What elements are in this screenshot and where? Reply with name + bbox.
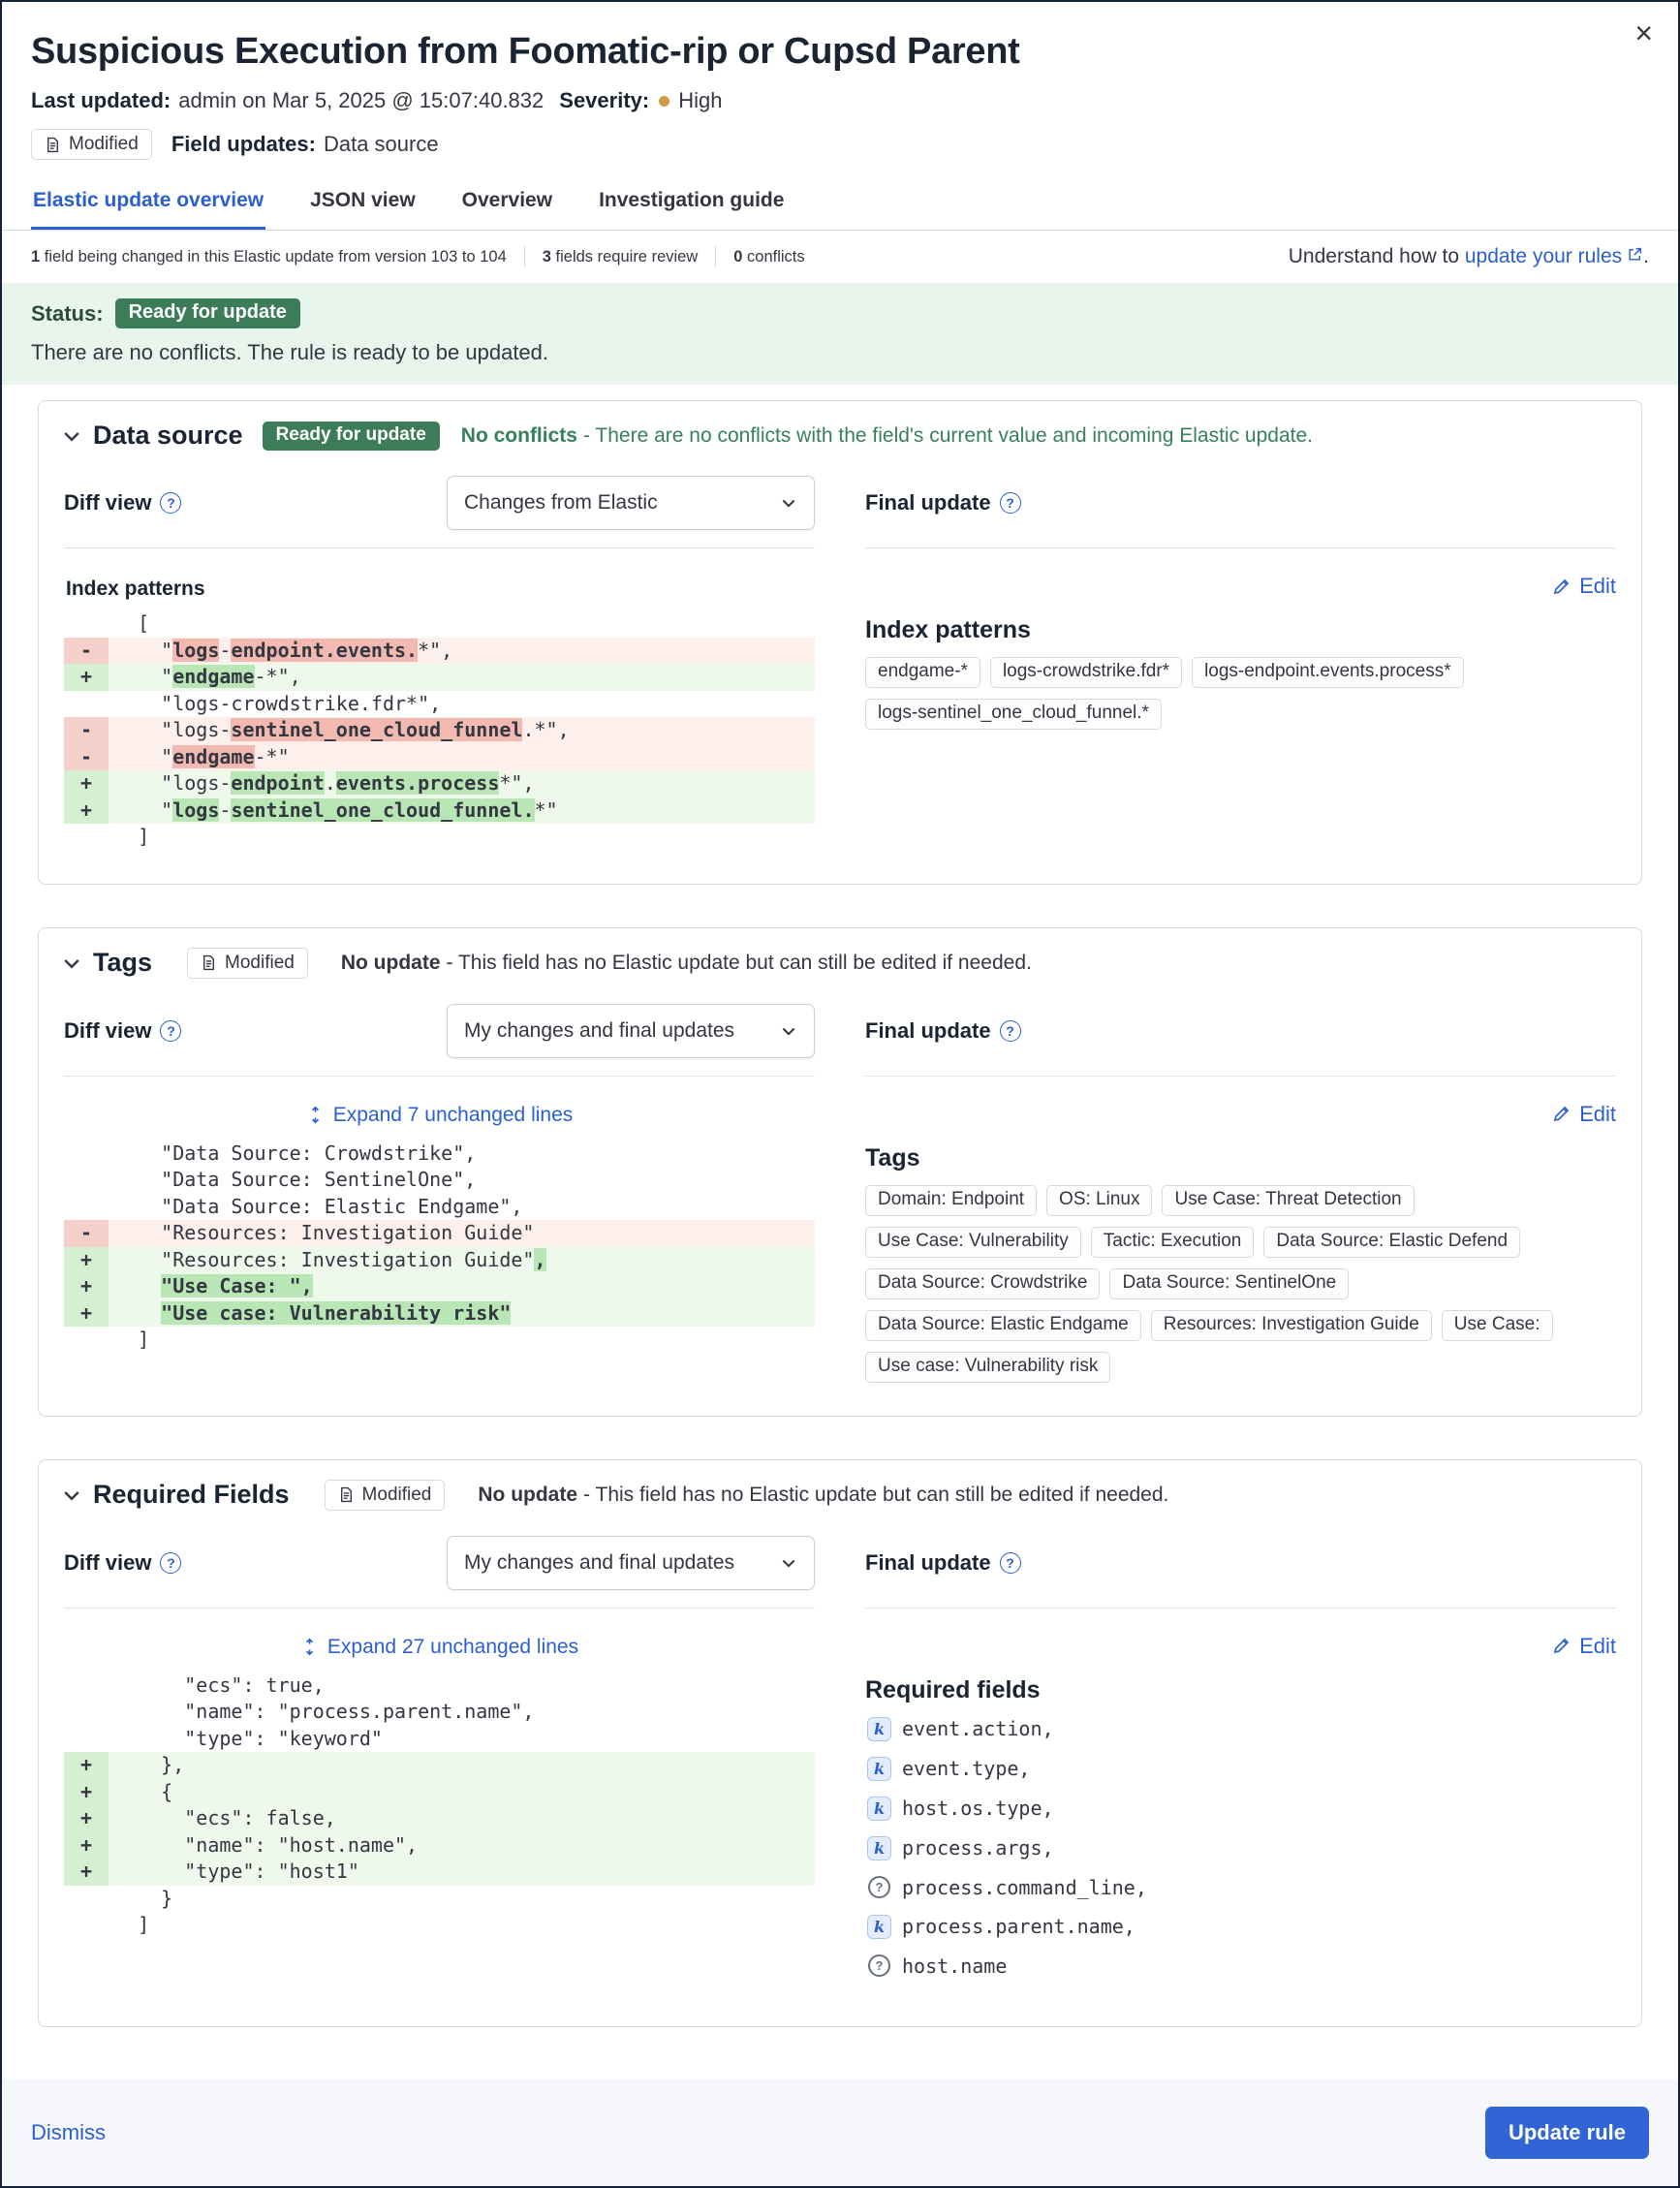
external-link-icon	[1627, 245, 1643, 268]
diff-gutter	[64, 1912, 109, 1939]
value-badge: Data Source: Elastic Endgame	[865, 1310, 1141, 1341]
diff-gutter	[64, 1167, 109, 1194]
diff-gutter	[64, 1672, 109, 1700]
chevron-down-icon[interactable]	[60, 1484, 83, 1507]
tab-bar	[2, 183, 1678, 231]
expand-unchanged-lines-link[interactable]: Expand 7 unchanged lines	[306, 1104, 574, 1127]
diff-gutter: +	[64, 1805, 109, 1832]
required-field-name: event.action,	[902, 1717, 1054, 1740]
diff-line	[64, 1300, 815, 1328]
edit-button[interactable]: Edit	[1552, 1634, 1616, 1659]
no-conflicts-text: No conflicts - There are no conflicts with the field's current value and incoming Elastic update.	[460, 423, 1313, 447]
value-badge: logs-crowdstrike.fdr*	[990, 657, 1182, 688]
diff-line	[64, 1912, 815, 1939]
value-badge: Use Case: Vulnerability	[865, 1227, 1081, 1258]
diff-code: }	[114, 1886, 173, 1910]
diff-gutter: +	[64, 797, 109, 825]
diff-gutter: +	[64, 1273, 109, 1300]
keyword-token-icon: k	[867, 1797, 891, 1821]
final-field-title: Required fields	[865, 1675, 1041, 1704]
divider	[865, 547, 1616, 548]
diff-code: ]	[114, 1328, 150, 1351]
diff-gutter	[64, 1726, 109, 1753]
chevron-down-icon	[779, 493, 798, 513]
keyword-token-icon: k	[867, 1717, 891, 1741]
modified-badge	[31, 129, 152, 160]
update-summary-counts	[31, 246, 805, 267]
status-callout	[2, 283, 1678, 385]
flyout-footer	[2, 2079, 1678, 2186]
divider	[64, 1608, 815, 1609]
last-updated-label: Last updated:	[31, 88, 171, 112]
update-your-rules-link[interactable]: update your rules	[1465, 245, 1643, 268]
value-badge: Data Source: SentinelOne	[1109, 1268, 1349, 1299]
edit-button[interactable]: Edit	[1552, 574, 1616, 599]
diff-line	[64, 744, 815, 771]
modified-badge-label: Modified	[69, 134, 139, 154]
pencil-icon	[1552, 1105, 1571, 1123]
value-badge: logs-sentinel_one_cloud_funnel.*	[865, 699, 1162, 730]
status-label: Status:	[31, 300, 104, 326]
diff-gutter	[64, 1327, 109, 1354]
final-update-column	[865, 476, 1616, 851]
value-badge: OS: Linux	[1046, 1185, 1152, 1216]
flyout-header	[2, 2, 1678, 160]
divider	[524, 246, 525, 267]
help-icon[interactable]: ?	[160, 1020, 181, 1042]
diff-code: "type": "keyword"	[114, 1726, 383, 1750]
required-field-name: host.name	[902, 1954, 1008, 1978]
fields-changed-count: 1 field being changed in this Elastic update from version 103 to 104	[31, 247, 507, 266]
value-badge: Tactic: Execution	[1091, 1227, 1255, 1258]
diff-line	[64, 1832, 815, 1860]
diff-line	[64, 1886, 815, 1913]
divider	[865, 1608, 1616, 1609]
diff-code: "logs-crowdstrike.fdr*",	[114, 691, 442, 715]
unknown-token-icon: ?	[868, 1876, 890, 1898]
diff-code: "name": "host.name",	[114, 1832, 419, 1857]
diff-gutter	[64, 1699, 109, 1726]
diff-field-title: Index patterns	[66, 578, 205, 600]
diff-code: "Resources: Investigation Guide",	[114, 1247, 546, 1271]
rule-meta	[31, 88, 1649, 113]
diff-gutter	[64, 824, 109, 851]
diff-column	[64, 1536, 815, 1993]
section-required-fields	[38, 1459, 1642, 2027]
diff-line	[64, 1273, 815, 1300]
document-edit-icon	[201, 954, 217, 971]
field-updates-value: Data source	[323, 132, 439, 156]
diff-code: {	[114, 1779, 173, 1803]
final-update-column	[865, 1004, 1616, 1383]
close-icon[interactable]: ×	[1634, 16, 1653, 50]
diff-code: "Use Case: ",	[161, 1274, 313, 1297]
conflicts-count: 0 conflicts	[733, 247, 805, 266]
diff-gutter: +	[64, 1832, 109, 1860]
expand-unchanged-lines-link[interactable]: Expand 27 unchanged lines	[300, 1636, 578, 1659]
diff-gutter	[64, 691, 109, 718]
help-icon[interactable]: ?	[1000, 492, 1021, 514]
value-badge: logs-endpoint.events.process*	[1192, 657, 1464, 688]
tags-badges	[865, 1185, 1616, 1383]
diff-gutter: -	[64, 744, 109, 771]
diff-gutter: +	[64, 1779, 109, 1806]
section-data-source	[38, 400, 1642, 885]
diff-code: ]	[114, 1913, 150, 1936]
diff-column	[64, 1004, 815, 1383]
unfold-icon	[306, 1106, 325, 1124]
diff-code: },	[114, 1753, 185, 1776]
diff-view-select[interactable]: My changes and final updates	[447, 1004, 815, 1058]
required-field-name: host.os.type,	[902, 1797, 1054, 1820]
keyword-token-icon: k	[867, 1757, 891, 1781]
diff-line	[64, 1779, 815, 1806]
no-update-text: No update - This field has no Elastic update but can still be edited if needed.	[340, 951, 1032, 974]
ready-for-update-badge: Ready for update	[263, 422, 440, 451]
document-edit-icon	[45, 137, 61, 153]
diff-code: "Resources: Investigation Guide"	[114, 1221, 535, 1244]
modified-badge: Modified	[325, 1480, 446, 1511]
divider	[865, 1076, 1616, 1077]
chevron-down-icon	[779, 1553, 798, 1573]
index-patterns-badges	[865, 657, 1616, 730]
diff-code: "Use case: Vulnerability risk"	[161, 1300, 512, 1325]
required-field-item	[867, 1757, 1616, 1781]
diff-view-select[interactable]: My changes and final updates	[447, 1536, 815, 1590]
required-field-name: event.type,	[902, 1757, 1031, 1780]
diff-gutter: +	[64, 1300, 109, 1328]
diff-line	[64, 1859, 815, 1886]
diff-code: "name": "process.parent.name",	[114, 1700, 535, 1723]
diff-line	[64, 664, 815, 691]
tab-overview[interactable]: Overview	[461, 189, 553, 211]
required-field-item	[867, 1915, 1616, 1939]
diff-line	[64, 1327, 815, 1354]
value-badge: Use Case:	[1442, 1310, 1553, 1341]
dismiss-button[interactable]: Dismiss	[31, 2119, 106, 2144]
diff-view-label: Diff view ?	[64, 490, 181, 516]
final-update-label: Final update ?	[865, 1550, 1021, 1576]
help-icon[interactable]: ?	[1000, 1552, 1021, 1574]
value-badge: endgame-*	[865, 657, 980, 688]
update-summary-bar	[2, 231, 1678, 283]
diff-gutter: +	[64, 1859, 109, 1886]
divider	[715, 246, 716, 267]
diff-line	[64, 1141, 815, 1168]
diff-code: "ecs": true,	[114, 1672, 325, 1697]
divider	[64, 547, 815, 548]
edit-button[interactable]: Edit	[1552, 1102, 1616, 1127]
diff-line	[64, 770, 815, 797]
final-update-label: Final update ?	[865, 490, 1021, 516]
diff-line	[64, 1220, 815, 1247]
diff-gutter	[64, 1886, 109, 1913]
diff-line	[64, 610, 815, 638]
document-edit-icon	[338, 1486, 355, 1503]
diff-code: "logs-sentinel_one_cloud_funnel.*"	[114, 797, 558, 822]
diff-code: "Data Source: Crowdstrike",	[114, 1141, 477, 1165]
keyword-token-icon: k	[867, 1915, 891, 1939]
diff-line	[64, 638, 815, 665]
diff-column	[64, 476, 815, 851]
diff-gutter: +	[64, 664, 109, 691]
value-badge: Use Case: Threat Detection	[1162, 1185, 1414, 1216]
status-badge: Ready for update	[115, 298, 300, 328]
diff-code: "endgame-*"	[114, 744, 290, 768]
diff-line	[64, 1167, 815, 1194]
help-icon[interactable]: ?	[160, 492, 181, 514]
keyword-token-icon: k	[867, 1836, 891, 1860]
help-icon[interactable]: ?	[160, 1552, 181, 1574]
diff-code: [	[114, 611, 150, 635]
no-update-text: No update - This field has no Elastic update but can still be edited if needed.	[478, 1483, 1169, 1506]
value-badge: Data Source: Crowdstrike	[865, 1268, 1100, 1299]
unfold-icon	[300, 1638, 319, 1656]
unknown-token-icon: ?	[868, 1954, 890, 1977]
final-update-label: Final update ?	[865, 1018, 1021, 1044]
diff-line	[64, 1699, 815, 1726]
section-title: Data source	[93, 421, 243, 450]
diff-line	[64, 797, 815, 825]
value-badge: Data Source: Elastic Defend	[1263, 1227, 1520, 1258]
diff-code: "Data Source: SentinelOne",	[114, 1168, 477, 1191]
severity-dot-icon	[659, 96, 669, 107]
diff-viewer	[64, 1141, 815, 1354]
tab-investigation-guide[interactable]: Investigation guide	[599, 189, 785, 211]
severity-label: Severity:	[559, 88, 650, 112]
diff-gutter	[64, 1141, 109, 1168]
rule-badges	[31, 129, 1649, 160]
modified-badge: Modified	[187, 948, 308, 979]
diff-view-select[interactable]: Changes from Elastic	[447, 476, 815, 530]
field-sections	[2, 385, 1678, 2079]
required-field-item	[867, 1717, 1616, 1741]
tab-json-view[interactable]: JSON view	[310, 189, 416, 211]
tab-elastic-update-overview[interactable]: Elastic update overview	[31, 183, 265, 230]
required-field-name: process.parent.name,	[902, 1915, 1136, 1938]
value-badge: Resources: Investigation Guide	[1151, 1310, 1432, 1341]
status-message: There are no conflicts. The rule is ready to be updated.	[31, 340, 549, 364]
final-field-title: Tags	[865, 1143, 920, 1172]
diff-code: ]	[114, 825, 150, 848]
required-fields-list	[865, 1717, 1616, 1978]
diff-code: "endgame-*",	[114, 665, 301, 688]
severity-value: High	[678, 88, 723, 112]
diff-gutter: -	[64, 1220, 109, 1247]
diff-line	[64, 1194, 815, 1221]
diff-line	[64, 1805, 815, 1832]
diff-view-label: Diff view ?	[64, 1550, 181, 1576]
required-field-item	[867, 1797, 1616, 1821]
diff-line	[64, 1726, 815, 1753]
page-title: Suspicious Execution from Foomatic-rip or Cupsd Parent	[31, 31, 1020, 72]
field-updates-label: Field updates:	[171, 132, 316, 156]
diff-viewer	[64, 610, 815, 851]
required-field-item	[867, 1876, 1616, 1899]
diff-code: "ecs": false,	[114, 1806, 336, 1829]
diff-code: "logs-sentinel_one_cloud_funnel.*",	[114, 718, 570, 741]
diff-code: "Data Source: Elastic Endgame",	[114, 1194, 523, 1218]
diff-code: "logs-endpoint.events.process*",	[114, 771, 535, 795]
value-badge: Use case: Vulnerability risk	[865, 1352, 1110, 1383]
section-title: Required Fields	[93, 1480, 290, 1509]
section-tags	[38, 927, 1642, 1417]
diff-gutter: -	[64, 638, 109, 665]
divider	[64, 1076, 815, 1077]
required-field-name: process.command_line,	[902, 1875, 1147, 1899]
fields-require-review-count: 3 fields require review	[542, 247, 699, 266]
required-field-item	[867, 1954, 1616, 1978]
chevron-down-icon[interactable]	[60, 952, 83, 975]
required-field-name: process.args,	[902, 1836, 1054, 1860]
diff-line	[64, 1752, 815, 1779]
value-badge: Domain: Endpoint	[865, 1185, 1037, 1216]
diff-gutter: -	[64, 717, 109, 744]
required-field-item	[867, 1836, 1616, 1860]
pencil-icon	[1552, 1637, 1571, 1655]
update-rule-button[interactable]: Update rule	[1485, 2107, 1649, 2159]
diff-line	[64, 717, 815, 744]
diff-line	[64, 1247, 815, 1274]
help-icon[interactable]: ?	[1000, 1020, 1021, 1042]
chevron-down-icon	[779, 1021, 798, 1041]
diff-viewer	[64, 1672, 815, 1939]
diff-gutter: +	[64, 770, 109, 797]
final-update-column	[865, 1536, 1616, 1993]
diff-line	[64, 1672, 815, 1700]
diff-code: "logs-endpoint.events.*",	[114, 638, 453, 662]
diff-gutter	[64, 610, 109, 638]
diff-code: "type": "host1"	[114, 1860, 359, 1883]
chevron-down-icon[interactable]	[60, 424, 83, 448]
last-updated-value: admin on Mar 5, 2025 @ 15:07:40.832	[178, 88, 544, 112]
diff-gutter: +	[64, 1752, 109, 1779]
diff-line	[64, 824, 815, 851]
diff-view-label: Diff view ?	[64, 1018, 181, 1044]
diff-line	[64, 691, 815, 718]
section-title: Tags	[93, 948, 153, 977]
diff-gutter	[64, 1194, 109, 1221]
final-field-title: Index patterns	[865, 616, 1031, 643]
pencil-icon	[1552, 578, 1571, 596]
help-text: Understand how to update your rules .	[1288, 245, 1649, 267]
diff-gutter: +	[64, 1247, 109, 1274]
